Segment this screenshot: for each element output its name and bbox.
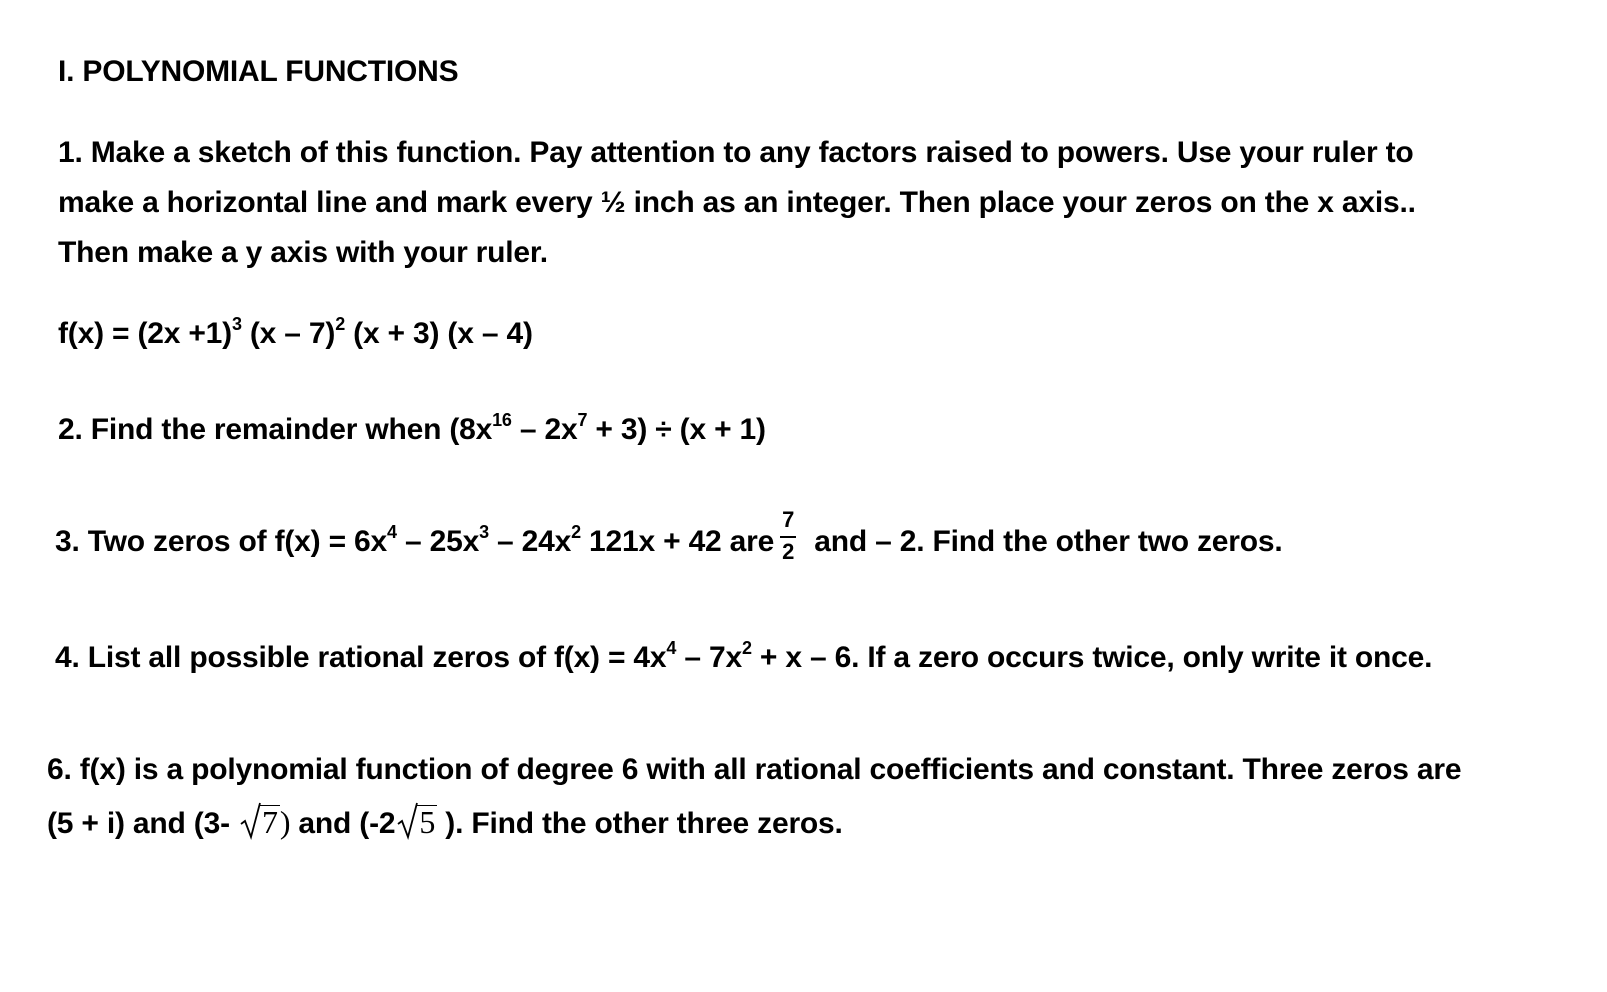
question-1-line-2: make a horizontal line and mark every ½ inch as an integer. Then place your zeros on the x axis.. bbox=[58, 186, 1416, 219]
question-3 bbox=[55, 507, 1283, 565]
exponent: 3 bbox=[231, 314, 242, 334]
function-term-1: f(x) = (2x +1) bbox=[58, 317, 232, 350]
question-4 bbox=[55, 640, 1432, 676]
exponent: 7 bbox=[577, 410, 588, 430]
fraction-bar bbox=[780, 536, 796, 538]
square-root-5 bbox=[397, 804, 437, 840]
fraction-denominator: 2 bbox=[782, 539, 795, 565]
closing-parenthesis: ) bbox=[279, 804, 291, 840]
exponent: 2 bbox=[571, 522, 581, 542]
fraction-seven-halves bbox=[776, 507, 800, 565]
question-3-text-1: 3. Two zeros of f(x) = 6x bbox=[55, 525, 388, 558]
question-3-text-2: – 25x bbox=[396, 525, 480, 558]
question-1-function bbox=[58, 316, 533, 352]
question-2-text-2: – 2x bbox=[511, 413, 578, 446]
exponent: 4 bbox=[387, 522, 397, 542]
question-6-text-1: (5 + i) and (3- bbox=[47, 807, 238, 840]
radicand: 7 bbox=[262, 804, 278, 840]
question-4-text-3: + x – 6. If a zero occurs twice, only write it once. bbox=[751, 641, 1433, 674]
radical-sign-icon bbox=[397, 802, 419, 840]
exponent: 4 bbox=[666, 638, 677, 658]
question-4-text-1: 4. List all possible rational zeros of f(x) = 4x bbox=[55, 641, 667, 674]
section-title: I. POLYNOMIAL FUNCTIONS bbox=[58, 55, 459, 88]
radicand: 5 bbox=[419, 804, 436, 840]
question-6-text-2: and (-2 bbox=[290, 807, 396, 840]
exponent: 3 bbox=[479, 522, 489, 542]
question-3-text-4: 121x + 42 are bbox=[580, 525, 775, 558]
square-root-7 bbox=[240, 804, 280, 840]
question-3-text-5: and – 2. Find the other two zeros. bbox=[806, 525, 1283, 558]
question-1-line-1: 1. Make a sketch of this function. Pay attention to any factors raised to powers. Use your ruler to bbox=[58, 136, 1414, 169]
exponent: 2 bbox=[741, 638, 752, 658]
exponent: 2 bbox=[335, 314, 346, 334]
question-6-line-1: 6. f(x) is a polynomial function of degree 6 with all rational coefficients and constant. Three zeros are bbox=[47, 753, 1462, 786]
question-6-text-3: ). Find the other three zeros. bbox=[437, 807, 843, 840]
radical-sign-icon bbox=[240, 802, 262, 840]
question-6-line-2 bbox=[47, 804, 843, 842]
question-2-text-1: 2. Find the remainder when (8x bbox=[58, 413, 493, 446]
question-2-text-3: + 3) ÷ (x + 1) bbox=[587, 413, 766, 446]
function-term-3: (x + 3) (x – 4) bbox=[345, 317, 533, 350]
function-term-2: (x – 7) bbox=[241, 317, 336, 350]
question-4-text-2: – 7x bbox=[676, 641, 742, 674]
fraction-numerator: 7 bbox=[782, 507, 795, 533]
question-2 bbox=[58, 412, 766, 448]
question-1-line-3: Then make a y axis with your ruler. bbox=[58, 236, 548, 269]
question-3-text-3: – 24x bbox=[488, 525, 572, 558]
exponent: 16 bbox=[492, 410, 512, 430]
